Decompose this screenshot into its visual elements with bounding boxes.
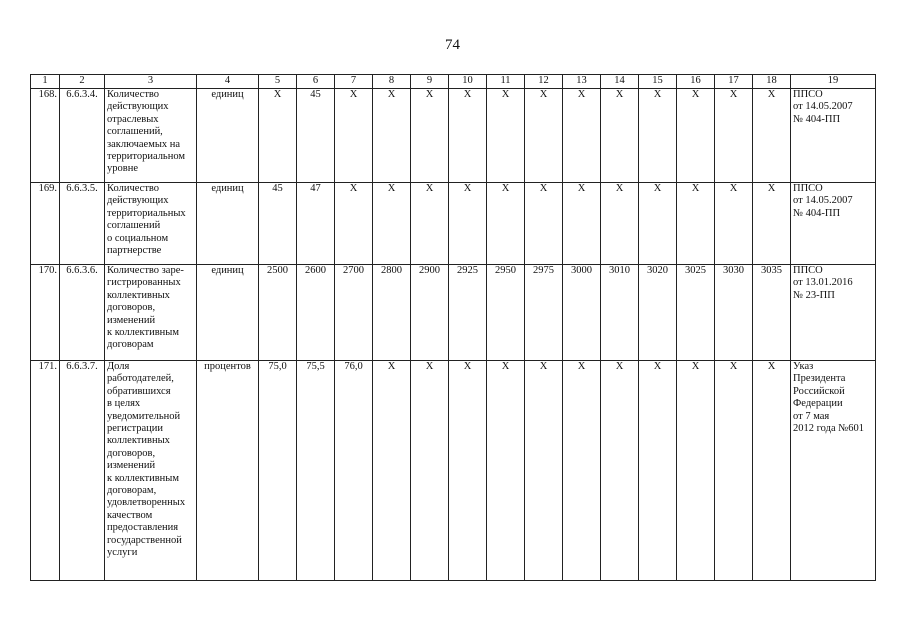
value-cell: Х [639,89,677,183]
column-number-header: 8 [373,75,411,89]
value-cell: Х [449,361,487,581]
value-cell: 2950 [487,265,525,361]
value-cell: 2700 [335,265,373,361]
row-number-cell: 171. [31,361,60,581]
value-cell: Х [563,89,601,183]
column-number-header: 16 [677,75,715,89]
indicator-code-cell: 6.6.3.7. [60,361,105,581]
value-cell: 3020 [639,265,677,361]
column-number-header: 7 [335,75,373,89]
column-number-header: 12 [525,75,563,89]
unit-cell: единиц [197,265,259,361]
value-cell: Х [639,183,677,265]
value-cell: Х [753,361,791,581]
legal-basis-cell: ППСО от 14.05.2007 № 404-ПП [791,183,876,265]
value-cell: Х [487,361,525,581]
value-cell: Х [753,183,791,265]
row-number-cell: 169. [31,183,60,265]
column-number-header: 15 [639,75,677,89]
value-cell: Х [259,89,297,183]
value-cell: 2800 [373,265,411,361]
column-number-header: 6 [297,75,335,89]
value-cell: Х [753,89,791,183]
value-cell: Х [411,89,449,183]
value-cell: Х [677,183,715,265]
indicator-code-cell: 6.6.3.6. [60,265,105,361]
value-cell: 75,5 [297,361,335,581]
table-row [31,89,876,183]
value-cell: Х [335,89,373,183]
indicator-code-cell: 6.6.3.5. [60,183,105,265]
value-cell: 3035 [753,265,791,361]
page-number: 74 [445,37,460,53]
value-cell: Х [563,361,601,581]
column-number-header: 19 [791,75,876,89]
indicator-name-cell: Количество заре- гистрированных коллективных договоров, изменений к коллективным договорам [105,265,197,361]
indicator-name-cell: Количество действующих отраслевых соглашений, заключаемых на территориальном уровне [105,89,197,183]
column-number-header: 2 [60,75,105,89]
row-number-cell: 170. [31,265,60,361]
value-cell: Х [525,361,563,581]
column-number-header: 1 [31,75,60,89]
column-number-header: 9 [411,75,449,89]
value-cell: Х [563,183,601,265]
value-cell: Х [677,89,715,183]
unit-cell: единиц [197,183,259,265]
value-cell: 3010 [601,265,639,361]
value-cell: 2500 [259,265,297,361]
column-number-header: 14 [601,75,639,89]
legal-basis-cell: Указ Президента Российской Федерации от 7 мая 2012 года №601 [791,361,876,581]
value-cell: Х [487,89,525,183]
value-cell: 3000 [563,265,601,361]
value-cell: 2975 [525,265,563,361]
unit-cell: единиц [197,89,259,183]
table-row [31,265,876,361]
legal-basis-cell: ППСО от 14.05.2007 № 404-ПП [791,89,876,183]
indicator-name-cell: Количество действующих территориальных соглашений о социальном партнерстве [105,183,197,265]
value-cell: 2600 [297,265,335,361]
column-number-header: 13 [563,75,601,89]
value-cell: Х [677,361,715,581]
value-cell: Х [411,183,449,265]
value-cell: Х [639,361,677,581]
value-cell: Х [601,361,639,581]
value-cell: Х [715,361,753,581]
value-cell: Х [411,361,449,581]
indicator-name-cell: Доля работодателей, обратившихся в целях уведомительной регистрации коллективных договоров, изменений к коллективным договорам, удовлетворенных качеством предоставления государственной услуги [105,361,197,581]
value-cell: Х [373,89,411,183]
legal-basis-cell: ППСО от 13.01.2016 № 23-ПП [791,265,876,361]
value-cell: 2925 [449,265,487,361]
value-cell: 76,0 [335,361,373,581]
column-number-header: 10 [449,75,487,89]
value-cell: Х [449,89,487,183]
column-number-header: 3 [105,75,197,89]
value-cell: Х [487,183,525,265]
indicators-table [30,74,876,581]
column-number-header: 5 [259,75,297,89]
value-cell: Х [715,89,753,183]
value-cell: Х [373,361,411,581]
column-number-header: 18 [753,75,791,89]
indicator-code-cell: 6.6.3.4. [60,89,105,183]
column-number-header-row [31,75,876,89]
value-cell: 47 [297,183,335,265]
value-cell: Х [601,89,639,183]
table-row [31,361,876,581]
column-number-header: 4 [197,75,259,89]
value-cell: 2900 [411,265,449,361]
column-number-header: 17 [715,75,753,89]
table-row [31,183,876,265]
value-cell: Х [373,183,411,265]
value-cell: 3030 [715,265,753,361]
column-number-header: 11 [487,75,525,89]
value-cell: Х [449,183,487,265]
value-cell: 45 [297,89,335,183]
value-cell: Х [525,89,563,183]
value-cell: Х [525,183,563,265]
value-cell: 45 [259,183,297,265]
unit-cell: процентов [197,361,259,581]
value-cell: Х [335,183,373,265]
value-cell: Х [715,183,753,265]
value-cell: 75,0 [259,361,297,581]
row-number-cell: 168. [31,89,60,183]
value-cell: 3025 [677,265,715,361]
value-cell: Х [601,183,639,265]
